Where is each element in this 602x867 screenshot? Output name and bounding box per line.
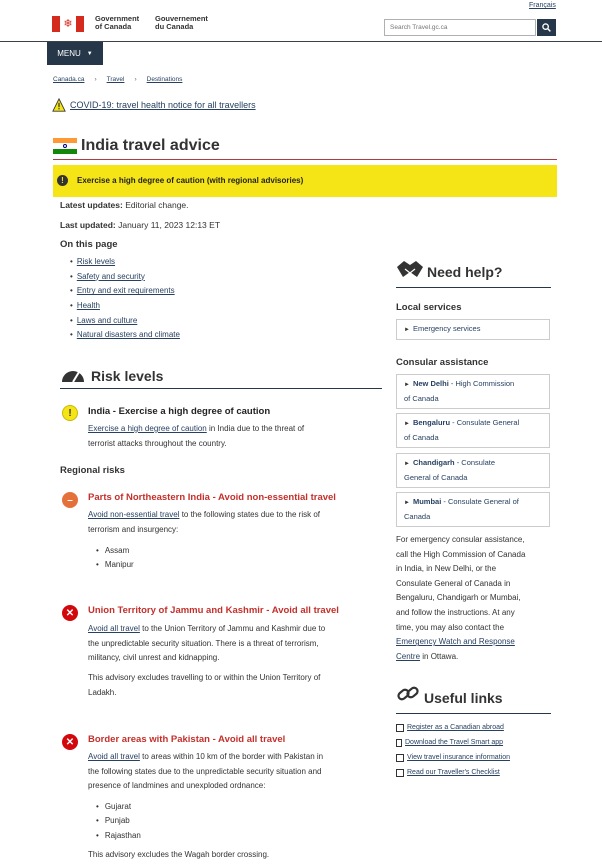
jammu-kashmir-exclusion-a: This advisory excludes travelling to or within the Union Territory of (88, 673, 321, 682)
toc-item (70, 327, 180, 342)
last-updated (60, 220, 220, 230)
emergency-assistance-text (396, 533, 551, 664)
local-services-heading: Local services (396, 302, 462, 313)
northeast-text-a: to the following states due to the risk of (179, 510, 320, 519)
office-city: New Delhi (412, 379, 449, 388)
caret-right-icon: ► (404, 461, 410, 467)
office-city: Chandigarh (412, 458, 455, 467)
office-chandigarh[interactable] (396, 453, 550, 488)
covid-notice-link[interactable]: COVID-19: travel health notice for all travellers (70, 100, 256, 110)
breadcrumb-travel[interactable]: Travel (106, 76, 125, 83)
pakistan-border-text (88, 750, 373, 794)
register-icon (396, 724, 404, 732)
menu-label: MENU (57, 49, 81, 58)
mobile-icon (396, 739, 402, 747)
list-item: • Assam (96, 543, 134, 558)
national-risk-text-a: in India due to the threat of (206, 424, 305, 433)
caret-right-icon: ► (404, 421, 410, 427)
office-city: Bengaluru (412, 418, 451, 427)
breadcrumb-separator: › (94, 76, 97, 83)
risk-levels-underline (60, 388, 382, 389)
goc-fr-line2: du Canada (155, 22, 194, 31)
close-icon: ✕ (62, 605, 78, 621)
jammu-kashmir-exclusion-b: Ladakh. (88, 687, 117, 697)
need-help-underline (396, 287, 551, 288)
office-desc-b: of Canada (404, 394, 439, 403)
emergency-line: in India, in New Delhi, or the (396, 564, 497, 574)
list-item (396, 735, 510, 750)
jammu-kashmir-text-c: militancy, civil unrest and kidnapping. (88, 653, 220, 662)
search-input[interactable] (384, 19, 536, 36)
checklist-icon (396, 769, 404, 777)
jammu-kashmir-heading: Union Territory of Jammu and Kashmir - Avoid all travel (88, 605, 339, 616)
useful-links-list (396, 720, 510, 780)
office-new-delhi[interactable] (396, 374, 550, 409)
northeast-states-list (96, 543, 134, 572)
goc-wordmark-en (95, 15, 139, 31)
list-item: • Rajasthan (96, 828, 141, 843)
northeast-text-b: terrorism and insurgency: (88, 524, 179, 534)
toc-list (70, 254, 180, 342)
close-icon: ✕ (62, 734, 78, 750)
pakistan-border-text-b: the following states due to the unpredictable security situation and (88, 766, 322, 776)
northeast-heading: Parts of Northeastern India - Avoid non-essential travel (88, 492, 336, 503)
consular-assistance-heading: Consular assistance (396, 357, 489, 368)
risk-level-banner-text: Exercise a high degree of caution (with regional advisories) (77, 176, 304, 185)
app-link[interactable]: Download the Travel Smart app (405, 739, 504, 746)
caret-right-icon: ► (404, 500, 410, 506)
emergency-line: time, you may also contact the (396, 622, 505, 632)
office-desc-a: - High Commission (448, 379, 515, 388)
menu-button[interactable] (47, 42, 103, 65)
emergency-line: Consulate General of Canada in (396, 578, 511, 588)
national-risk-text-b: terrorist attacks throughout the country. (88, 438, 227, 448)
breadcrumb-separator: › (134, 76, 137, 83)
insurance-icon (396, 754, 404, 762)
office-desc-a: - Consulate General (450, 418, 520, 427)
toc-link-disasters[interactable]: • Natural disasters and climate (76, 330, 180, 340)
language-toggle-link[interactable]: Français (529, 2, 556, 9)
jammu-kashmir-text-b: the unpredictable security situation. There is a threat of terrorism, (88, 638, 319, 648)
emergency-line: For emergency consular assistance, (396, 535, 525, 544)
exclamation-icon: ! (62, 405, 78, 421)
emergency-line: and follow the instructions. At any (396, 607, 515, 617)
toc-link-safety[interactable]: • Safety and security (76, 271, 145, 281)
search-icon (542, 23, 551, 32)
ewrc-link[interactable]: Emergency Watch and Response (396, 637, 515, 647)
pakistan-border-exclusion: This advisory excludes the Wagah border crossing. (88, 850, 270, 859)
emergency-line: Bengaluru, Chandigarh or Mumbai, (396, 593, 521, 603)
toc-item (70, 254, 180, 269)
risk-level-banner (53, 165, 557, 197)
list-item (396, 720, 510, 735)
canada-flag-logo[interactable]: ❄ (52, 16, 84, 32)
jammu-kashmir-exclusion (88, 671, 373, 700)
goc-en-line2: of Canada (95, 22, 132, 31)
risk-levels-heading: Risk levels (91, 368, 164, 384)
toc-item (70, 298, 180, 313)
list-item: • Punjab (96, 814, 141, 829)
title-underline (53, 159, 557, 160)
pakistan-border-text-c: presence of landmines and unexploded ordnance: (88, 781, 266, 790)
caret-right-icon: ► (404, 327, 410, 333)
office-desc-b: Canada (404, 512, 431, 521)
latest-updates-value: Editorial change. (122, 200, 189, 210)
toc-item (70, 283, 180, 298)
minus-icon: – (62, 492, 78, 508)
caret-right-icon: ► (404, 382, 410, 388)
search-button[interactable] (537, 19, 556, 36)
national-risk-link[interactable]: Exercise a high degree of caution (88, 424, 207, 433)
useful-links-underline (396, 713, 551, 714)
breadcrumb-destinations[interactable]: Destinations (146, 76, 183, 83)
emergency-services-item[interactable] (396, 319, 550, 340)
toc-link-entry-exit[interactable]: • Entry and exit requirements (76, 286, 175, 296)
link-icon (396, 683, 420, 705)
emergency-services-label: Emergency services (412, 324, 481, 333)
office-desc-b: of Canada (404, 433, 439, 442)
office-mumbai[interactable] (396, 492, 550, 527)
goc-en-line1: Government (95, 14, 140, 23)
chevron-down-icon: ▼ (86, 50, 93, 57)
exclamation-icon: ! (57, 175, 68, 186)
breadcrumb (53, 76, 182, 83)
office-desc-b: General of Canada (404, 473, 468, 482)
goc-wordmark-fr (155, 15, 208, 31)
goc-fr-line1: Gouvernement (155, 14, 208, 23)
office-desc-a: - Consulate General of (441, 497, 519, 506)
list-item (396, 750, 510, 765)
toc-link-risk-levels[interactable]: • Risk levels (76, 256, 116, 266)
toc-item (70, 269, 180, 284)
india-flag-icon (53, 138, 77, 154)
office-desc-a: - Consulate (454, 458, 496, 467)
page-title: India travel advice (81, 137, 220, 154)
office-bengaluru[interactable] (396, 413, 550, 448)
last-updated-label: Last updated: (60, 220, 116, 230)
toc-item (70, 313, 180, 328)
regional-risks-heading: Regional risks (60, 465, 125, 476)
latest-updates (60, 200, 189, 210)
emergency-line: call the High Commission of Canada (396, 549, 526, 559)
ewrc-link-cont[interactable]: Centre (396, 651, 421, 661)
checklist-link[interactable]: Read our Traveller's Checklist (407, 769, 500, 776)
useful-links-heading: Useful links (424, 690, 503, 706)
northeast-text (88, 508, 373, 537)
ewrc-tail: in Ottawa. (420, 651, 459, 661)
covid-notice (52, 98, 256, 112)
gauge-icon (60, 366, 86, 384)
handshake-icon (396, 258, 424, 280)
national-risk-heading: India - Exercise a high degree of caution (88, 406, 271, 417)
last-updated-value: January 11, 2023 12:13 ET (115, 220, 221, 230)
jammu-kashmir-text (88, 622, 373, 666)
need-help-heading: Need help? (427, 264, 503, 280)
register-link[interactable]: Register as a Canadian abroad (407, 724, 504, 731)
insurance-link[interactable]: View travel insurance information (407, 754, 510, 761)
northeast-link[interactable]: Avoid non-essential travel (88, 510, 180, 519)
jammu-kashmir-link[interactable]: Avoid all travel (88, 624, 140, 633)
list-item (396, 765, 510, 780)
warning-icon (52, 98, 66, 112)
national-risk-text (88, 422, 373, 451)
toc-link-health[interactable]: • Health (76, 300, 100, 310)
toc-link-laws[interactable]: • Laws and culture (76, 315, 138, 325)
office-city: Mumbai (412, 497, 442, 506)
latest-updates-label: Latest updates: (60, 200, 123, 210)
pakistan-border-link[interactable]: Avoid all travel (88, 752, 140, 761)
pakistan-border-heading: Border areas with Pakistan - Avoid all travel (88, 734, 286, 745)
breadcrumb-canada[interactable]: Canada.ca (53, 76, 85, 83)
list-item: • Gujarat (96, 799, 141, 814)
on-this-page-heading: On this page (60, 239, 118, 250)
pakistan-states-list (96, 799, 141, 843)
list-item: • Manipur (96, 558, 134, 573)
jammu-kashmir-text-a: to the Union Territory of Jammu and Kashmir due to (139, 624, 326, 633)
pakistan-border-text-a: to areas within 10 km of the border with Pakistan in (139, 752, 324, 761)
